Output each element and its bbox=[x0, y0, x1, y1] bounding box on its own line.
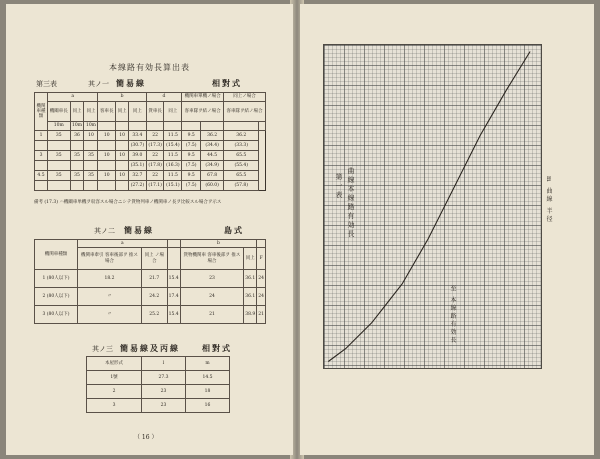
sec1-kind: 相對式 bbox=[212, 78, 242, 88]
table-2: 機関車種類 a b 機関車牽引 客車後部ヲ 推ス場合 同上 ノ場合 貨物機関車 客車後部ヲ 推ス場合 同上 F 1 (80人以下) 18.2 21.7 15.4 23 36.1 24 2 (80人以下) 〃 24.2 17.4 24 36.1 24 3 (80人以下) 〃 25.2 15.4 21 38.9 21 bbox=[34, 239, 266, 324]
table-cell bbox=[116, 141, 129, 151]
sec3-name: 簡易線及丙線 bbox=[120, 343, 180, 353]
table-cell: 3 bbox=[87, 399, 142, 413]
table-cell: 10 bbox=[98, 151, 116, 161]
table-cell: 18.2 bbox=[78, 270, 142, 288]
table-cell: 1號 bbox=[87, 371, 142, 385]
table-cell: 11.5 bbox=[164, 151, 182, 161]
table-row bbox=[87, 371, 230, 385]
table-cell: 35 bbox=[84, 151, 98, 161]
table-cell: 15.4 bbox=[167, 270, 180, 288]
table-cell: 1 (80人以下) bbox=[35, 270, 78, 288]
table-cell: (17.8) bbox=[146, 161, 164, 171]
table-cell: 22 bbox=[146, 151, 164, 161]
table-cell: 2 bbox=[87, 385, 142, 399]
table-cell: 9.5 bbox=[182, 151, 201, 161]
table-cell bbox=[70, 181, 84, 191]
table-cell: 14.5 bbox=[186, 371, 230, 385]
table-cell: 36.2 bbox=[201, 131, 224, 141]
table-cell bbox=[48, 141, 71, 151]
table-row bbox=[35, 288, 266, 306]
table-cell: 9.5 bbox=[182, 171, 201, 181]
table-cell: 22 bbox=[146, 131, 164, 141]
table-cell: 33.4 bbox=[129, 131, 147, 141]
table-cell: 9.5 bbox=[182, 131, 201, 141]
caption-1: 第一表 bbox=[335, 173, 343, 200]
table-cell: 10 bbox=[116, 171, 129, 181]
table-cell: 39.0 bbox=[129, 151, 147, 161]
side-label: m 曲線 半径 bbox=[545, 176, 552, 224]
table-cell: 36 bbox=[70, 131, 84, 141]
table-cell bbox=[116, 161, 129, 171]
table-row bbox=[35, 181, 266, 191]
table-row bbox=[35, 141, 266, 151]
table-cell: 1 bbox=[35, 131, 48, 141]
table-cell: 10 bbox=[84, 131, 98, 141]
table-cell: 36.2 bbox=[224, 131, 259, 141]
sec3-prefix: 其ノ三 bbox=[92, 345, 113, 353]
table-cell: 17.4 bbox=[167, 288, 180, 306]
chart-plot-area bbox=[323, 44, 542, 369]
sec2-name: 簡易線 bbox=[124, 225, 154, 235]
table-cell: 35 bbox=[70, 171, 84, 181]
table-row bbox=[35, 270, 266, 288]
table-cell bbox=[35, 141, 48, 151]
table-cell: (16.3) bbox=[164, 161, 182, 171]
table-cell: 35 bbox=[48, 151, 71, 161]
t1-side: 機関車種類 bbox=[35, 93, 48, 131]
table-cell: (7.5) bbox=[182, 161, 201, 171]
table-cell: 〃 bbox=[78, 306, 142, 324]
table-row bbox=[87, 399, 230, 413]
table-cell: 11.5 bbox=[164, 131, 182, 141]
table-cell: 21 bbox=[257, 306, 266, 324]
table-cell: 38.9 bbox=[244, 306, 257, 324]
table-row bbox=[35, 171, 266, 181]
table-cell: 44.5 bbox=[201, 151, 224, 161]
table-cell bbox=[84, 141, 98, 151]
table-cell: 25.2 bbox=[141, 306, 167, 324]
table-cell: 35 bbox=[48, 171, 71, 181]
sec1-prefix: 其ノ一 bbox=[88, 80, 109, 88]
table-3: 本屋形式 l m 1號 27.3 14.5 2 23 18 3 23 16 bbox=[86, 356, 230, 413]
table-cell: 35 bbox=[84, 171, 98, 181]
table-cell: 2 (80人以下) bbox=[35, 288, 78, 306]
table-cell: 15.4 bbox=[167, 306, 180, 324]
table-cell: (27.2) bbox=[129, 181, 147, 191]
table-cell: 23 bbox=[142, 399, 186, 413]
table-1: 機関車種類 a b d 機関車單機ノ場合 同上ノ場合 機關車長 同上 同上 客車長 同上 同上 貨車長 同上 客車隊ヲ結ノ場合 客車隊ヲ結ノ場合 10m 10m 10m 1 35 36 10 10 10 33.4 22 11.5 9.5 36.2 36.2 (30.7) (17.3) (15.4) (7.5) (34.4) (33.3) 3 35 35 35 10 10 39.0 22 11.5 9.5 44.5 65.5 (35.1) (17.8) (16.3) (7.5) (34.9) (55.4) 4.5 35 35 35 10 10 32.7 22 11.5 9.5 67.8 65.5 (27.2) (17.1) (15.1) (7.5) (60.0) (57.8) bbox=[34, 92, 266, 191]
table-cell: 4.5 bbox=[35, 171, 48, 181]
table-cell bbox=[35, 161, 48, 171]
table-cell: (7.5) bbox=[182, 181, 201, 191]
sec3-kind: 相對式 bbox=[202, 343, 232, 353]
table-cell: 21.7 bbox=[141, 270, 167, 288]
right-page bbox=[300, 4, 594, 455]
table-cell: (17.1) bbox=[146, 181, 164, 191]
table-cell: 27.3 bbox=[142, 371, 186, 385]
table-cell: 65.5 bbox=[224, 171, 259, 181]
table-cell bbox=[98, 141, 116, 151]
table-cell: 10 bbox=[116, 151, 129, 161]
table-cell: (33.3) bbox=[224, 141, 259, 151]
table-row bbox=[35, 161, 266, 171]
series-line bbox=[328, 52, 530, 362]
table-cell: (60.0) bbox=[201, 181, 224, 191]
table-cell: 3 (80人以下) bbox=[35, 306, 78, 324]
table-cell: 36.1 bbox=[244, 270, 257, 288]
table-cell bbox=[48, 161, 71, 171]
table-row bbox=[35, 151, 266, 161]
sec2-kind: 島式 bbox=[224, 225, 244, 235]
table-row bbox=[87, 385, 230, 399]
table-cell: 35 bbox=[70, 151, 84, 161]
curve-chart bbox=[324, 45, 541, 368]
table-cell: 24 bbox=[257, 288, 266, 306]
table-row bbox=[35, 131, 266, 141]
page-number: （ 16 ） bbox=[134, 434, 158, 441]
table-cell: (17.3) bbox=[146, 141, 164, 151]
table-cell: (15.4) bbox=[164, 141, 182, 151]
table-cell: 32.7 bbox=[129, 171, 147, 181]
table-cell: 16 bbox=[186, 399, 230, 413]
table-row bbox=[35, 306, 266, 324]
table-cell: (34.9) bbox=[201, 161, 224, 171]
table-cell: 36.1 bbox=[244, 288, 257, 306]
table-cell: 〃 bbox=[78, 288, 142, 306]
table-cell: (7.5) bbox=[182, 141, 201, 151]
page-title: 本線路有効長算出表 bbox=[109, 63, 190, 72]
caption-2: 曲線本線路有効長 bbox=[347, 167, 355, 239]
table-cell: 35 bbox=[48, 131, 71, 141]
table-cell: (15.1) bbox=[164, 181, 182, 191]
table-cell: 67.8 bbox=[201, 171, 224, 181]
table-cell: 24.2 bbox=[141, 288, 167, 306]
table-cell: 10 bbox=[116, 131, 129, 141]
table-cell: 23 bbox=[142, 385, 186, 399]
table-cell: (57.8) bbox=[224, 181, 259, 191]
table-cell: 24 bbox=[257, 270, 266, 288]
table-cell: 10 bbox=[98, 131, 116, 141]
sec1-name: 簡易線 bbox=[116, 78, 146, 88]
table-cell bbox=[70, 161, 84, 171]
table-cell: 65.5 bbox=[224, 151, 259, 161]
table-cell bbox=[84, 181, 98, 191]
table-cell: 22 bbox=[146, 171, 164, 181]
table-cell: (30.7) bbox=[129, 141, 147, 151]
table-cell: (35.1) bbox=[129, 161, 147, 171]
table-cell: 23 bbox=[180, 270, 244, 288]
table-label: 第三表 bbox=[36, 80, 57, 88]
table-cell bbox=[48, 181, 71, 191]
t1-note: 備考 (17.3) ハ機關車単機ヲ収容スル場合ニシテ貨物列車ノ機関車ノ長ヲ比較スル場合ヲ示ス bbox=[34, 200, 222, 205]
bottom-label: 至 本線路有効長 bbox=[449, 285, 456, 345]
table-cell: (55.4) bbox=[224, 161, 259, 171]
table-cell bbox=[98, 181, 116, 191]
sec2-prefix: 其ノ二 bbox=[94, 227, 115, 235]
table-cell bbox=[116, 181, 129, 191]
table-cell: 10 bbox=[98, 171, 116, 181]
table-cell: 24 bbox=[180, 288, 244, 306]
table-cell bbox=[70, 141, 84, 151]
table-cell: 11.5 bbox=[164, 171, 182, 181]
table-cell: (34.4) bbox=[201, 141, 224, 151]
table-cell bbox=[84, 161, 98, 171]
table-cell: 3 bbox=[35, 151, 48, 161]
table-cell: 18 bbox=[186, 385, 230, 399]
left-page bbox=[6, 4, 293, 455]
table-cell: 21 bbox=[180, 306, 244, 324]
table-cell bbox=[35, 181, 48, 191]
table-cell bbox=[98, 161, 116, 171]
